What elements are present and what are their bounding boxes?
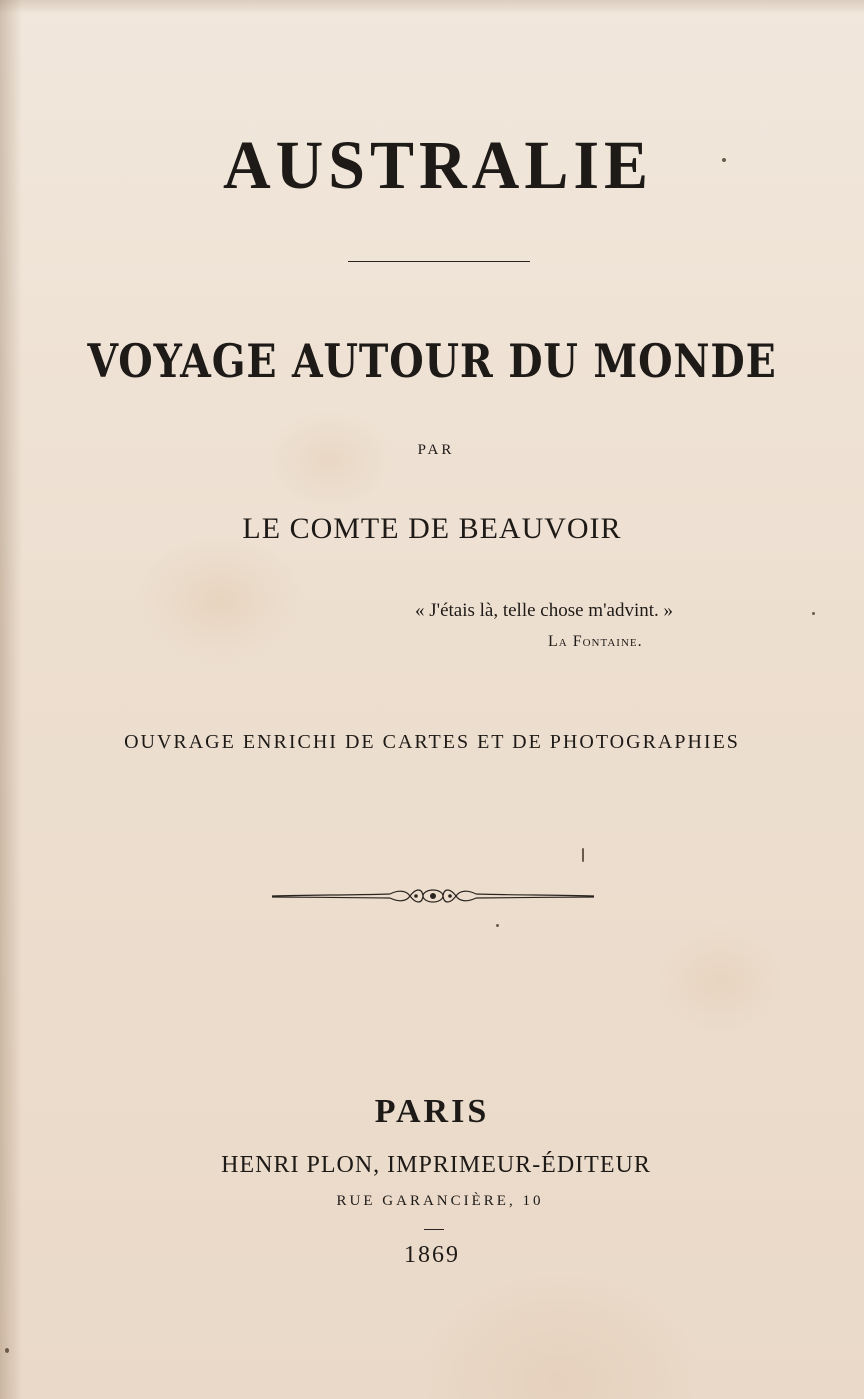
page-top-shadow [0, 0, 864, 14]
book-title: AUSTRALIE [222, 127, 654, 204]
imprint-city: PARIS [374, 1093, 490, 1130]
epigraph-attribution [548, 633, 643, 651]
year-rule [424, 1229, 444, 1230]
page-edge-shadow [0, 0, 22, 1399]
epigraph-attribution-text: La Fontaine. [548, 633, 643, 650]
book-description: OUVRAGE ENRICHI DE CARTES ET DE PHOTOGRAPHIES [124, 731, 740, 753]
by-word: PAR [417, 442, 455, 458]
paper-speck [582, 848, 584, 862]
book-subtitle: VOYAGE AUTOUR DU MONDE [87, 334, 777, 388]
title-rule [348, 261, 530, 262]
epigraph-quote: « J'étais là, telle chose m'advint. » [415, 600, 674, 621]
ornament-divider-icon [270, 880, 596, 912]
paper-speck [5, 1348, 9, 1353]
author-name: LE COMTE DE BEAUVOIR [242, 512, 622, 545]
paper-speck [812, 612, 815, 615]
imprint-year: 1869 [404, 1242, 460, 1268]
imprint-address: RUE GARANCIÈRE, 10 [336, 1193, 544, 1209]
paper-speck [496, 924, 499, 927]
imprint-publisher: HENRI PLON, IMPRIMEUR-ÉDITEUR [221, 1152, 651, 1178]
paper-speck [722, 158, 726, 162]
